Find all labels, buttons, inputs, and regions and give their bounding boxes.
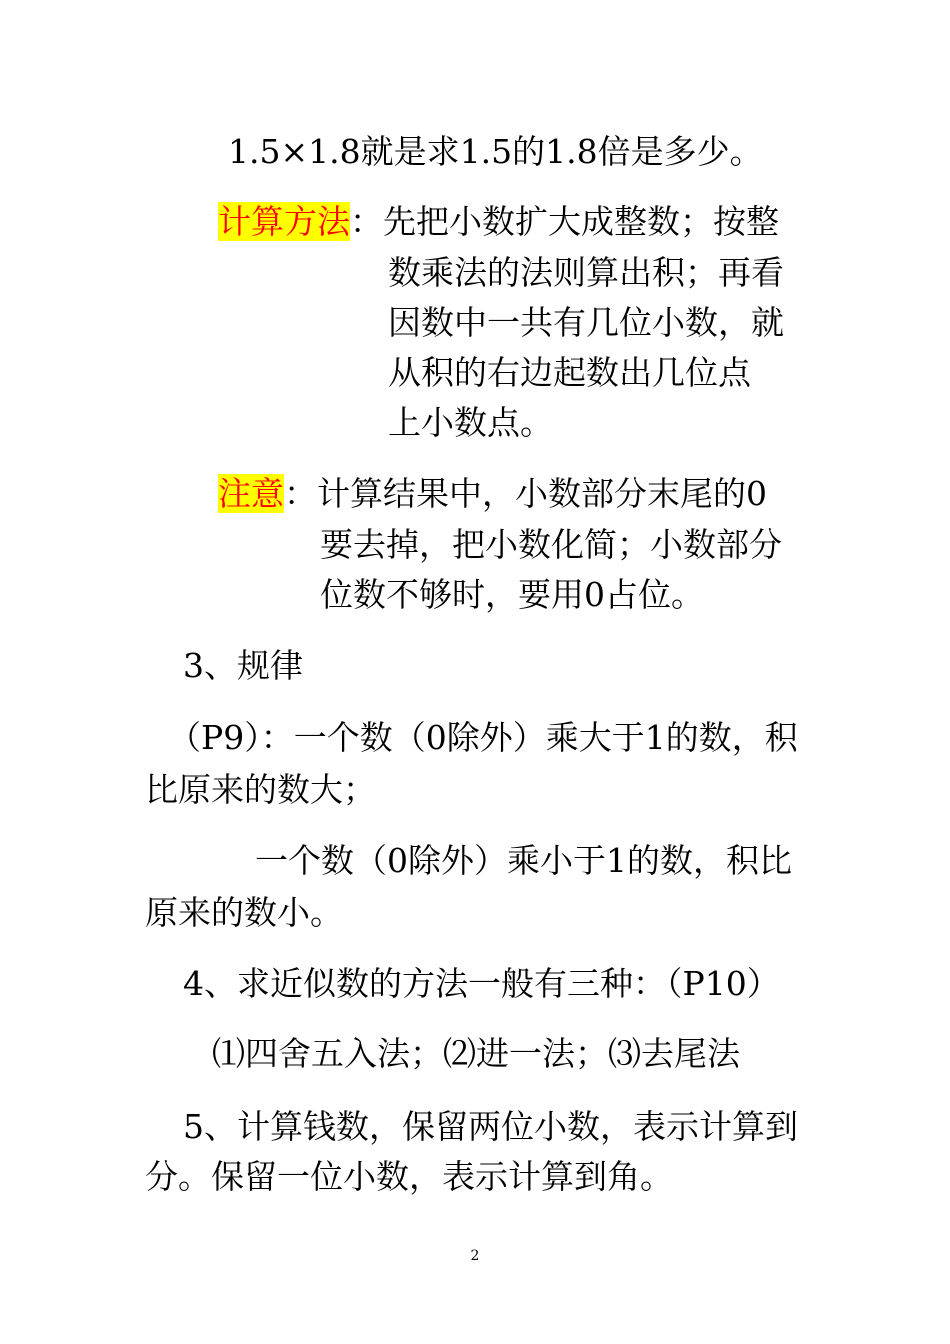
method-line: 先把小数扩大成整数；按整	[383, 202, 779, 241]
rule1-line: （P9）：一个数（0除外）乘大于1的数，积	[168, 718, 798, 757]
rule2-line: 原来的数小。	[145, 893, 343, 932]
meaning-line: 1.5×1.8就是求1.5的1.8倍是多少。	[228, 132, 763, 171]
note-line: 位数不够时，要用0占位。	[320, 575, 704, 614]
rule1-line: 比原来的数大；	[145, 770, 376, 809]
note-line: 要去掉，把小数化简；小数部分	[320, 525, 782, 564]
method-label: 计算方法	[218, 202, 350, 241]
note-line: 计算结果中，小数部分末尾的0	[317, 474, 767, 513]
note-label: 注意	[218, 474, 284, 513]
rule2-line: 一个数（0除外）乘小于1的数，积比	[255, 841, 792, 880]
note-colon: ：	[284, 474, 317, 513]
method-first-line	[218, 202, 779, 242]
method-line: 数乘法的法则算出积；再看	[388, 253, 784, 292]
method-line: 从积的右边起数出几位点	[388, 353, 751, 392]
page-number: 2	[470, 1248, 480, 1264]
method-line: 上小数点。	[388, 403, 553, 442]
note-first-line	[218, 474, 767, 514]
method-colon: ：	[350, 202, 383, 241]
section5-line: 分。保留一位小数，表示计算到角。	[145, 1157, 673, 1196]
method-line: 因数中一共有几位小数，就	[388, 303, 784, 342]
section3-heading: 3、规律	[183, 646, 303, 685]
approximation-methods: ⑴四舍五入法；⑵进一法；⑶去尾法	[212, 1034, 740, 1073]
section4-heading: 4、求近似数的方法一般有三种：（P10）	[183, 964, 780, 1003]
section5-line: 5、计算钱数，保留两位小数，表示计算到	[183, 1107, 798, 1146]
